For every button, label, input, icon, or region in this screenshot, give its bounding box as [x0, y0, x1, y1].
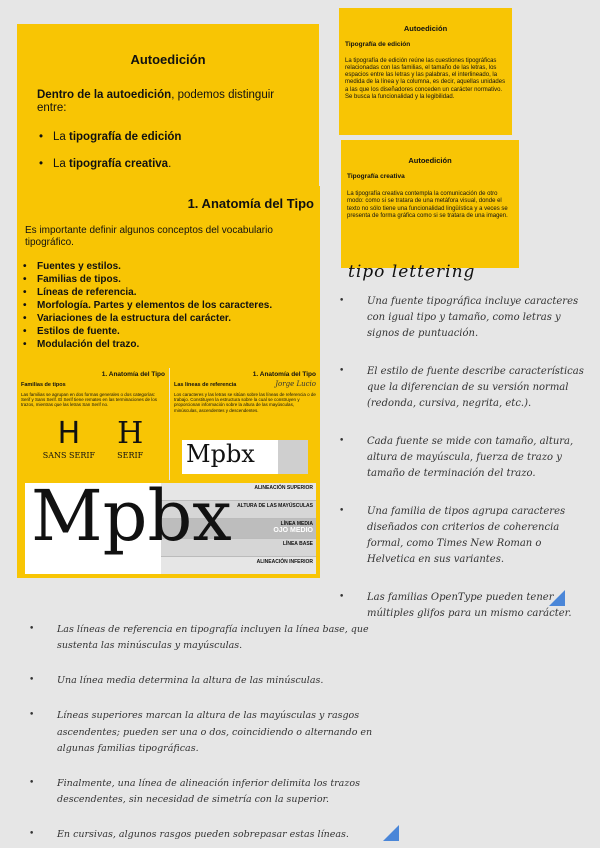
glyph-serif: H [117, 415, 144, 451]
list-item [53, 131, 319, 143]
list-item: • Una fuente tipográfica incluye caracteres con igual tipo y tamaño, como letras y signos de puntuación. [367, 294, 587, 342]
slide-metric-diagram [17, 480, 320, 578]
lettering-title: tipo lettering [348, 262, 476, 282]
mini-metric [182, 440, 308, 474]
list-item: • Finalmente, una línea de alineación inferior delimita los trazos descendentes, sin necesidad de simetría con la superior. [57, 776, 377, 808]
list-item [53, 158, 319, 170]
sans-sample [43, 416, 95, 460]
slide-heading: Tipografía creativa [347, 173, 405, 181]
signature: Jorge Lucio [275, 380, 316, 388]
mini-sample: Mpbx [186, 440, 255, 468]
ojo-medio-label: OJO MEDIO [273, 527, 313, 535]
slide-header-row [174, 378, 316, 388]
list-item: • Morfología. Partes y elementos de los caracteres. [37, 300, 320, 311]
list-item: • Una línea media determina la altura de las minúsculas. [57, 673, 377, 689]
slide-heading: Las líneas de referencia [174, 382, 237, 388]
list-item: • Modulación del trazo. [37, 339, 320, 350]
slide-title: Autoedición [408, 156, 452, 165]
glyph-sans: H [57, 415, 81, 451]
slide-body: Los caracteres y las letras se sitúan sobre las líneas de referencia o de trabajo. Constituyen la estructura sobre la cual se construyen y proporcionan información sobre la altura de las mayúsculas, minúsculas, ascendentes y descendentes. [174, 392, 316, 413]
slide-title: 1. Anatomía del Tipo [187, 196, 314, 211]
line-media-label: LÍNEA MEDIA [280, 521, 313, 528]
list-item: • Estilos de fuente. [37, 326, 320, 337]
bottom-notes [57, 622, 377, 848]
slide-title: 1. Anatomía del Tipo [101, 371, 165, 378]
slide-body: La tipografía de edición reúne las cuestiones tipográficas relacionadas con las familias, el tamaño de las letras, los espacios entre las letras y las palabras, el interlineado, la medida de la línea y la columna, es decir, aquellas unidades a las que los diseñadores conceden un carácter normativo. Se busca la funcionalidad y la legibilidad. [345, 57, 506, 100]
item-post: . [168, 158, 172, 171]
list-item: • Fuentes y estilos. [37, 261, 320, 272]
serif-sample [117, 416, 143, 460]
slide-tipografia-creativa [341, 140, 519, 268]
list-item: • Familias de tipos. [37, 274, 320, 285]
slide-tipografia-edicion [339, 8, 512, 135]
list-item: • El estilo de fuente describe características que la diferencian de su versión normal (redonda, cursiva, negrita, etc.). [367, 364, 587, 412]
slide-title: Autoedición [130, 52, 206, 67]
glyph-comparison [21, 416, 165, 460]
slide-heading: Tipografía de edición [345, 41, 411, 48]
label-sans: SANS SERIF [42, 450, 96, 460]
list-item: • Una familia de tipos agrupa caracteres diseñados con criterios de coherencia formal, como Times New Roman o Helvetica en sus variantes. [367, 504, 587, 568]
item-bold: tipografía de edición [69, 131, 182, 144]
page-fold-icon [549, 590, 565, 606]
list-item: • En cursivas, algunos rasgos pueden sobrepasar estas líneas. [57, 827, 377, 843]
item-pre: La [53, 131, 69, 144]
slide-title: 1. Anatomía del Tipo [252, 371, 316, 378]
line-alineacion-superior: ALINEACIÓN SUPERIOR [161, 483, 316, 501]
list-item: • Cada fuente se mide con tamaño, altura, altura de mayúscula, fuerza de trazo y tamaño de terminación del trazo. [367, 434, 587, 482]
metric-diagram [25, 483, 316, 574]
intro-bold: Dentro de la autoedición [37, 89, 172, 101]
slide-list [53, 131, 319, 170]
slide-familias [17, 368, 169, 480]
label-serif: SERIF [117, 450, 144, 460]
slide-body: Las familias se agrupan en dos formas generales o dos categorías: Serif y Sans Serif. El Serif tiene remates en las terminaciones de los trazos, mientras que las letras San Serif no. [21, 392, 158, 408]
slide-body: La tipografía creativa contempla la comunicación de otro modo: como si se tratara de una metáfora visual, donde el texto no sólo tiene una funcionalidad lingüística y a veces se presenta de forma gráfica como si se tratara de una imagen. [347, 190, 508, 219]
list-item: • Las familias OpenType pueden tener múltiples glifos para un mismo carácter. [367, 590, 587, 622]
slide-title: Autoedición [403, 24, 448, 33]
metric-sample: Mpbx [31, 483, 232, 557]
list-item: • Líneas de referencia. [37, 287, 320, 298]
list-item: • Variaciones de la estructura del carácter. [37, 313, 320, 324]
page-fold-icon [383, 825, 399, 841]
item-bold: tipografía creativa [69, 158, 169, 171]
list-item: • Las líneas de referencia en tipografía incluyen la línea base, que sustenta las minúsculas y mayúsculas. [57, 622, 377, 654]
slide-anatomia [17, 186, 320, 368]
intro-rest: , podemos distinguir entre: [37, 89, 275, 115]
line-altura-mayusculas: ALTURA DE LAS MAYÚSCULAS [161, 501, 316, 519]
slide-autoedicion [17, 24, 319, 188]
slide-list [37, 261, 320, 350]
list-item: • Líneas superiores marcan la altura de las mayúsculas y rasgos ascendentes; pueden ser una o dos, coincidiendo o alternando en algunas familias tipográficas. [57, 708, 377, 756]
slide-intro: Es importante definir algunos conceptos del vocabulario tipográfico. [25, 225, 273, 248]
line-alineacion-inferior: ALINEACIÓN INFERIOR [161, 556, 316, 574]
slide-lineas [170, 368, 320, 480]
item-pre: La [53, 158, 69, 171]
slide-intro [37, 89, 299, 115]
mini-lines [278, 440, 308, 474]
slide-heading: Familias de tipos [21, 382, 66, 388]
line-base: LÍNEA BASE [161, 538, 316, 556]
